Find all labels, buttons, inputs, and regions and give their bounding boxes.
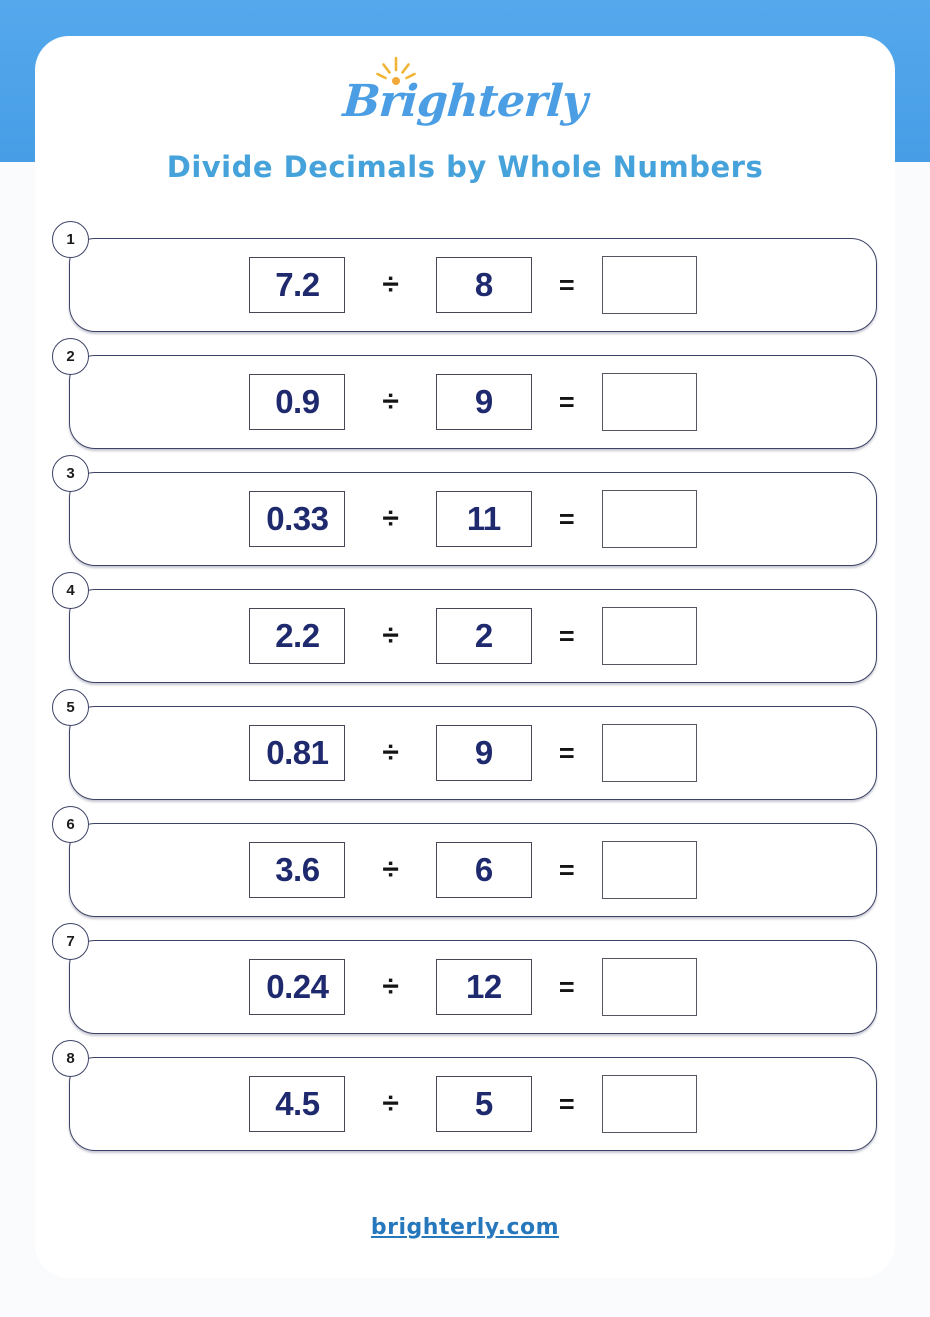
problem-row <box>66 933 877 1034</box>
problem-number-badge <box>52 338 89 375</box>
dividend-box <box>249 257 345 313</box>
equals-sign: = <box>558 386 575 417</box>
division-sign: ÷ <box>382 1087 399 1120</box>
problem-row <box>66 699 877 800</box>
problem-number-badge <box>52 1040 89 1077</box>
problem-number-badge <box>52 923 89 960</box>
dividend-value: 0.81 <box>266 734 329 771</box>
problem-number-badge <box>52 221 89 258</box>
problem-row <box>66 582 877 683</box>
problem-number: 3 <box>66 465 75 482</box>
problem-number-badge <box>52 806 89 843</box>
answer-box[interactable] <box>602 607 697 665</box>
equals-sign: = <box>558 503 575 534</box>
footer <box>35 1215 895 1240</box>
equals-sign: = <box>558 269 575 300</box>
problem-row <box>66 816 877 917</box>
problem-equation <box>70 473 876 565</box>
problem-equation <box>70 1058 876 1150</box>
problem-number: 1 <box>66 231 75 248</box>
problem-number: 2 <box>66 348 75 365</box>
dividend-box <box>249 374 345 430</box>
worksheet-title: Divide Decimals by Whole Numbers <box>166 150 764 184</box>
divisor-value: 9 <box>474 383 493 420</box>
dividend-box <box>249 725 345 781</box>
footer-website-link[interactable]: brighterly.com <box>370 1215 560 1240</box>
divisor-box <box>436 1076 532 1132</box>
divisor-box <box>436 959 532 1015</box>
answer-box[interactable] <box>602 1075 697 1133</box>
problem-row <box>66 231 877 332</box>
division-sign: ÷ <box>382 853 399 886</box>
problem-equation <box>70 590 876 682</box>
problem-equation <box>70 356 876 448</box>
dividend-box <box>249 1076 345 1132</box>
answer-box[interactable] <box>602 256 697 314</box>
dividend-value: 3.6 <box>275 851 320 888</box>
division-sign: ÷ <box>382 502 399 535</box>
answer-box[interactable] <box>602 841 697 899</box>
division-sign: ÷ <box>382 619 399 652</box>
problem-number-badge <box>52 455 89 492</box>
answer-box[interactable] <box>602 490 697 548</box>
problem-number: 4 <box>66 582 75 599</box>
dividend-value: 0.9 <box>275 383 320 420</box>
divisor-value: 8 <box>474 266 493 303</box>
dividend-value: 0.24 <box>266 968 329 1005</box>
divisor-value: 11 <box>466 500 501 537</box>
brand-logo <box>315 60 615 136</box>
brand-logo-text: Brighterly <box>341 76 589 127</box>
dividend-box <box>249 608 345 664</box>
divisor-box <box>436 374 532 430</box>
divisor-value: 2 <box>474 617 493 654</box>
problem-number: 7 <box>66 933 75 950</box>
equals-sign: = <box>558 854 575 885</box>
divisor-box <box>436 608 532 664</box>
dividend-box <box>249 959 345 1015</box>
equals-sign: = <box>558 971 575 1002</box>
division-sign: ÷ <box>382 736 399 769</box>
problem-equation <box>70 941 876 1033</box>
problems-list <box>66 231 877 1151</box>
problem-row <box>66 348 877 449</box>
problem-number-badge <box>52 689 89 726</box>
dividend-value: 4.5 <box>275 1085 320 1122</box>
dividend-box <box>249 842 345 898</box>
problem-equation <box>70 239 876 331</box>
dividend-value: 2.2 <box>275 617 320 654</box>
equals-sign: = <box>558 737 575 768</box>
division-sign: ÷ <box>382 385 399 418</box>
divisor-box <box>436 491 532 547</box>
worksheet-card <box>35 36 895 1278</box>
divisor-box <box>436 842 532 898</box>
divisor-value: 6 <box>474 851 493 888</box>
problem-number: 6 <box>66 816 75 833</box>
problem-number-badge <box>52 572 89 609</box>
dividend-value: 7.2 <box>275 266 320 303</box>
problem-number: 5 <box>66 699 75 716</box>
division-sign: ÷ <box>382 970 399 1003</box>
problem-number: 8 <box>66 1050 75 1067</box>
divisor-value: 12 <box>465 968 502 1005</box>
problem-row <box>66 1050 877 1151</box>
dividend-box <box>249 491 345 547</box>
divisor-box <box>436 725 532 781</box>
answer-box[interactable] <box>602 724 697 782</box>
equals-sign: = <box>558 1088 575 1119</box>
divisor-value: 5 <box>474 1085 493 1122</box>
equals-sign: = <box>558 620 575 651</box>
problem-equation <box>70 707 876 799</box>
divisor-box <box>436 257 532 313</box>
dividend-value: 0.33 <box>266 500 329 537</box>
problem-equation <box>70 824 876 916</box>
problem-row <box>66 465 877 566</box>
divisor-value: 9 <box>474 734 493 771</box>
answer-box[interactable] <box>602 958 697 1016</box>
division-sign: ÷ <box>382 268 399 301</box>
answer-box[interactable] <box>602 373 697 431</box>
